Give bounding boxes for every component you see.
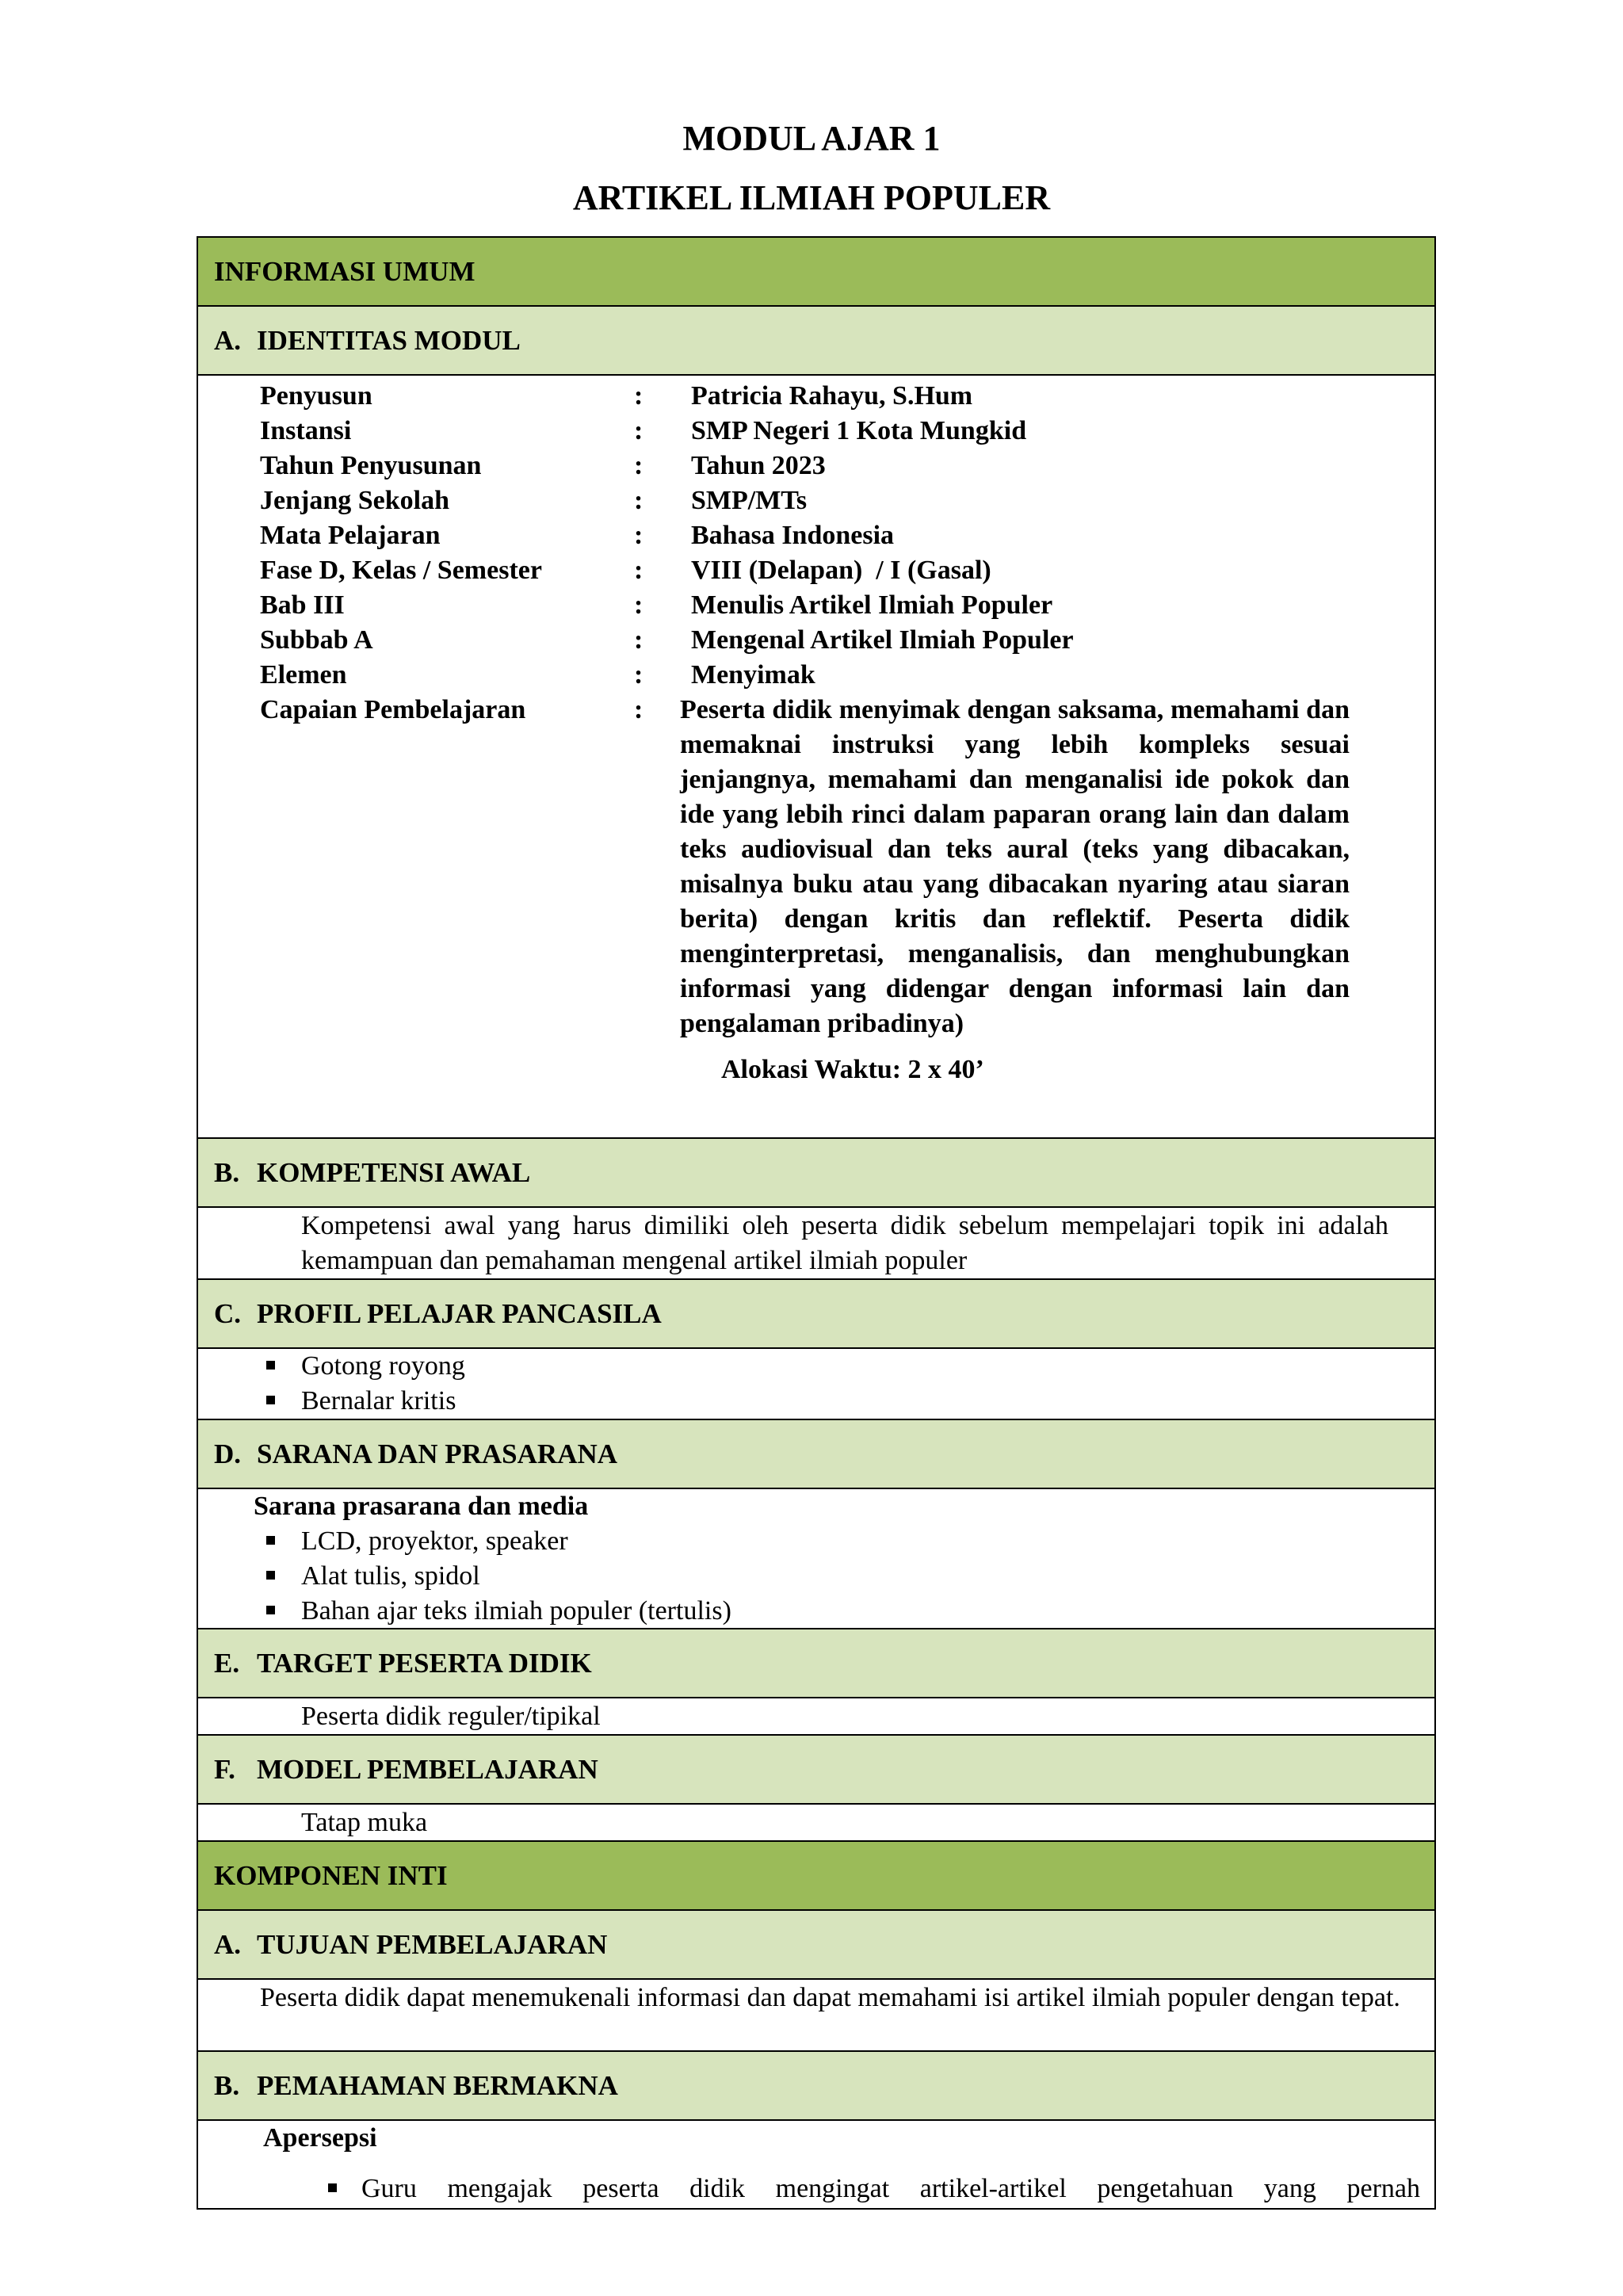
identity-row (198, 553, 1434, 588)
identity-value: Patricia Rahayu, S.Hum (691, 381, 973, 411)
list-item: Bernalar kritis (262, 1384, 1434, 1419)
document-subtitle: ARTIKEL ILMIAH POPULER (572, 178, 1051, 217)
list-item: Alat tulis, spidol (262, 1559, 1434, 1594)
list-item: Guru mengajak peserta didik mengingat artikel-artikel pengetahuan yang pernah (322, 2172, 1420, 2206)
profil-header (198, 1280, 1434, 1349)
section-letter: F. (214, 1753, 235, 1785)
identity-row (198, 449, 1434, 483)
identity-value: SMP Negeri 1 Kota Mungkid (691, 416, 1027, 445)
section-title: TARGET PESERTA DIDIK (257, 1647, 592, 1679)
alokasi-waktu: Alokasi Waktu: 2 x 40’ (721, 1055, 984, 1084)
list-item: Gotong royong (262, 1349, 1434, 1384)
colon: : (634, 660, 643, 690)
colon: : (634, 625, 643, 655)
identity-label: Capaian Pembelajaran (260, 695, 526, 724)
section-letter: A. (214, 324, 242, 356)
document-title: MODUL AJAR 1 (682, 119, 941, 158)
section-title: MODEL PEMBELAJARAN (257, 1753, 598, 1785)
informasi-umum-header: INFORMASI UMUM (198, 238, 1434, 307)
identity-label: Mata Pelajaran (260, 521, 441, 550)
colon: : (634, 486, 643, 515)
colon: : (634, 556, 643, 585)
apersepsi-subheading: Apersepsi (263, 2123, 377, 2153)
identity-row-capaian (198, 693, 1434, 1041)
identity-row (198, 483, 1434, 518)
model-text: Tatap muka (301, 1808, 428, 1837)
identity-label: Fase D, Kelas / Semester (260, 556, 542, 585)
list-item: Bahan ajar teks ilmiah populer (tertulis) (262, 1594, 1434, 1629)
tujuan-section (198, 1981, 1434, 2052)
identity-row (198, 588, 1434, 623)
komponen-inti-header: KOMPONEN INTI (198, 1842, 1434, 1911)
identity-value: Menulis Artikel Ilmiah Populer (691, 590, 1053, 620)
identity-value: Tahun 2023 (691, 451, 826, 480)
identity-value: Bahasa Indonesia (691, 521, 895, 550)
colon: : (634, 590, 643, 620)
identity-label: Instansi (260, 416, 352, 445)
section-letter: B. (214, 2069, 240, 2101)
kompetensi-section (198, 1209, 1434, 1280)
section-title: KOMPETENSI AWAL (257, 1156, 531, 1188)
kompetensi-header (198, 1139, 1434, 1208)
colon: : (634, 695, 643, 724)
section-title: PROFIL PELAJAR PANCASILA (257, 1297, 662, 1329)
kompetensi-text: Kompetensi awal yang harus dimiliki oleh peserta didik sebelum mempelajari topik ini adalah kemampuan dan pemahaman mengenal artikel ilmiah populer (301, 1211, 1388, 1275)
tujuan-header (198, 1911, 1434, 1980)
colon: : (634, 451, 643, 480)
identity-value: SMP/MTs (691, 486, 808, 515)
identity-label: Penyusun (260, 381, 372, 411)
profil-section (198, 1349, 1434, 1420)
identity-row (198, 623, 1434, 658)
pemahaman-header (198, 2052, 1434, 2121)
capaian-pembelajaran-text: Peserta didik menyimak dengan saksama, memahami dan memaknai instruksi yang lebih kompleks sesuai jenjangnya, memahami dan menganalisi ide pokok dan ide yang lebih rinci dalam paparan orang lain dan dalam teks audiovisual dan teks aural (teks yang dibacakan, misalnya buku atau yang dibacakan nyaring atau siaran berita) dengan kritis dan reflektif. Peserta didik menginterpretasi, menganalisis, dan menghubungkan informasi yang didengar dengan informasi lain dan pengalaman pribadinya) (680, 695, 1350, 1038)
apersepsi-list (198, 2172, 1434, 2206)
section-letter: C. (214, 1297, 242, 1329)
section-letter: B. (214, 1156, 240, 1188)
identitas-section (198, 376, 1434, 1139)
identitas-header (198, 307, 1434, 376)
identity-value: VIII (Delapan) / I (Gasal) (691, 556, 991, 585)
model-section (198, 1805, 1434, 1842)
module-table (197, 236, 1436, 2210)
target-text: Peserta didik reguler/tipikal (301, 1702, 601, 1731)
section-title: PEMAHAMAN BERMAKNA (257, 2069, 618, 2101)
alokasi-row (198, 1052, 1434, 1087)
section-title: IDENTITAS MODUL (257, 324, 521, 356)
sarana-header (198, 1420, 1434, 1489)
section-letter: A. (214, 1928, 242, 1960)
identity-label: Subbab A (260, 625, 373, 655)
target-section (198, 1699, 1434, 1736)
identity-value: Mengenal Artikel Ilmiah Populer (691, 625, 1074, 655)
sarana-list (198, 1524, 1434, 1629)
identity-label: Jenjang Sekolah (260, 486, 449, 515)
identity-value: Menyimak (691, 660, 815, 690)
profil-list (198, 1349, 1434, 1419)
target-header (198, 1629, 1434, 1698)
sarana-section (198, 1489, 1434, 1629)
colon: : (634, 381, 643, 411)
model-header (198, 1736, 1434, 1805)
identity-label: Tahun Penyusunan (260, 451, 482, 480)
identity-row (198, 379, 1434, 414)
identity-row (198, 658, 1434, 693)
section-letter: E. (214, 1647, 240, 1679)
colon: : (634, 416, 643, 445)
sarana-subheading: Sarana prasarana dan media (254, 1492, 589, 1521)
pemahaman-section (198, 2121, 1434, 2208)
section-title: TUJUAN PEMBELAJARAN (257, 1928, 608, 1960)
tujuan-text: Peserta didik dapat menemukenali informasi dan dapat memahami isi artikel ilmiah populer dengan tepat. (260, 1983, 1400, 2012)
list-item: LCD, proyektor, speaker (262, 1524, 1434, 1559)
identity-label: Bab III (260, 590, 345, 620)
identity-row (198, 414, 1434, 449)
colon: : (634, 521, 643, 550)
identity-label: Elemen (260, 660, 347, 690)
section-title: SARANA DAN PRASARANA (257, 1438, 618, 1469)
section-letter: D. (214, 1438, 242, 1469)
identity-row (198, 518, 1434, 553)
